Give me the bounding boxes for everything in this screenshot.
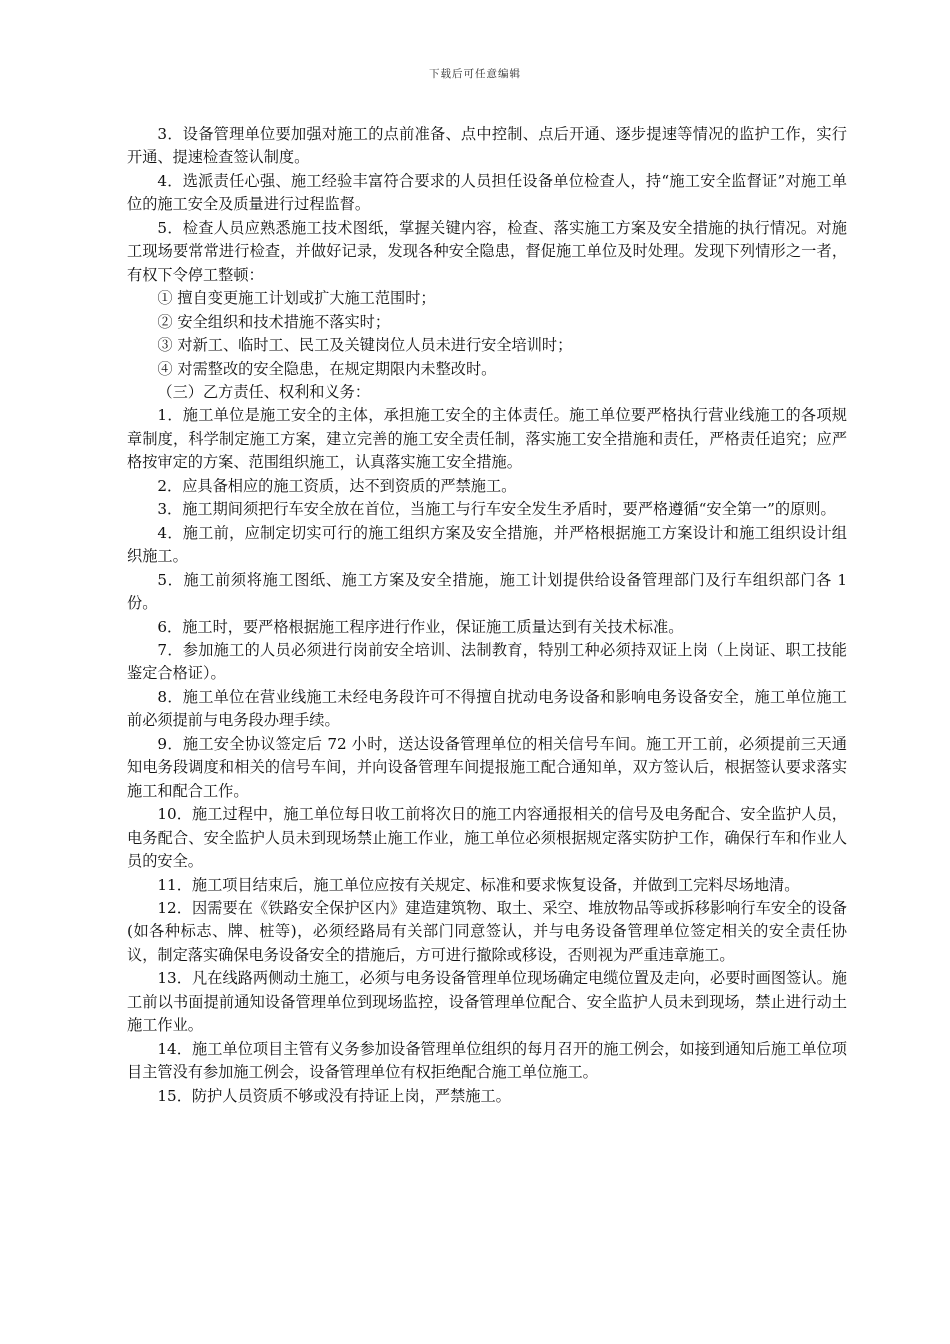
paragraph-equip-5: 5．检查人员应熟悉施工技术图纸，掌握关键内容，检查、落实施工方案及安全措施的执行情况。对施工现场要常常进行检查，并做好记录，发现各种安全隐患，督促施工单位及时处理。发现下列情形之一者，有权下令停工整顿： [127,218,847,284]
paragraph-party-b-12: 12．因需要在《铁路安全保护区内》建造建筑物、取土、采空、堆放物品等或拆移影响行车安全的设备(如各种标志、牌、桩等)，必须经路局有关部门同意签认，并与电务设备管理单位签定相关的安全责任协议，制定落实确保电务设备安全的措施后，方可进行撤除或移设，否则视为严重违章施工。 [127,898,847,964]
paragraph-party-b-3: 3．施工期间须把行车安全放在首位，当施工与行车安全发生矛盾时，要严格遵循“安全第一”的原则。 [157,500,836,519]
document-body [127,123,847,1108]
list-item-stop-1: ① 擅自变更施工计划或扩大施工范围时； [157,289,436,308]
list-item-stop-2: ② 安全组织和技术措施不落实时； [157,312,391,331]
paragraph-party-b-11: 11．施工项目结束后，施工单位应按有关规定、标准和要求恢复设备，并做到工完料尽场地清。 [157,875,800,894]
paragraph-party-b-9: 9．施工安全协议签定后 72 小时，送达设备管理单位的相关信号车间。施工开工前，必须提前三天通知电务段调度和相关的信号车间，并向设备管理车间提报施工配合通知单，双方签认后，根据签认要求落实施工和配合工作。 [127,734,847,800]
paragraph-party-b-13: 13．凡在线路两侧动土施工，必须与电务设备管理单位现场确定电缆位置及走向，必要时画图签认。施工前以书面提前通知设备管理单位到现场监控，设备管理单位配合、安全监护人员未到现场，禁止进行动土施工作业。 [127,969,847,1035]
paragraph-party-b-14: 14．施工单位项目主管有义务参加设备管理单位组织的每月召开的施工例会，如接到通知后施工单位项目主管没有参加施工例会，设备管理单位有权拒绝配合施工单位施工。 [127,1039,847,1082]
paragraph-party-b-5: 5．施工前须将施工图纸、施工方案及安全措施，施工计划提供给设备管理部门及行车组织部门各 1 份。 [127,570,847,613]
paragraph-party-b-15: 15．防护人员资质不够或没有持证上岗，严禁施工。 [157,1086,511,1105]
paragraph-party-b-4: 4．施工前，应制定切实可行的施工组织方案及安全措施，并严格根据施工方案设计和施工组织设计组织施工。 [127,523,847,566]
paragraph-equip-4: 4．选派责任心强、施工经验丰富符合要求的人员担任设备单位检查人，持“施工安全监督证”对施工单位的施工安全及质量进行过程监督。 [127,171,847,214]
paragraph-party-b-1: 1．施工单位是施工安全的主体，承担施工安全的主体责任。施工单位要严格执行营业线施工的各项规章制度，科学制定施工方案，建立完善的施工安全责任制，落实施工安全措施和责任，严格责任追究；应严格按审定的方案、范围组织施工，认真落实施工安全措施。 [127,406,847,472]
list-item-stop-4: ④ 对需整改的安全隐患，在规定期限内未整改时。 [157,359,497,378]
paragraph-party-b-6: 6．施工时，要严格根据施工程序进行作业，保证施工质量达到有关技术标准。 [157,617,684,636]
list-item-stop-3: ③ 对新工、临时工、民工及关键岗位人员未进行安全培训时； [157,336,573,355]
page-header-note: 下载后可任意编辑 [429,68,521,80]
paragraph-equip-3: 3．设备管理单位要加强对施工的点前准备、点中控制、点后开通、逐步提速等情况的监护工作，实行开通、提速检查签认制度。 [127,125,847,167]
paragraph-party-b-7: 7．参加施工的人员必须进行岗前安全培训、法制教育，特别工种必须持双证上岗（上岗证、职工技能鉴定合格证）。 [127,640,847,683]
paragraph-party-b-2: 2．应具备相应的施工资质，达不到资质的严禁施工。 [157,476,517,495]
paragraph-party-b-10: 10．施工过程中，施工单位每日收工前将次日的施工内容通报相关的信号及电务配合、安全监护人员，电务配合、安全监护人员未到现场禁止施工作业，施工单位必须根据规定落实防护工作，确保行车和作业人员的安全。 [127,805,847,871]
section-heading-party-b: （三）乙方责任、权利和义务： [157,382,371,401]
paragraph-party-b-8: 8．施工单位在营业线施工未经电务段许可不得擅自扰动电务设备和影响电务设备安全，施工单位施工前必须提前与电务段办理手续。 [127,687,847,730]
